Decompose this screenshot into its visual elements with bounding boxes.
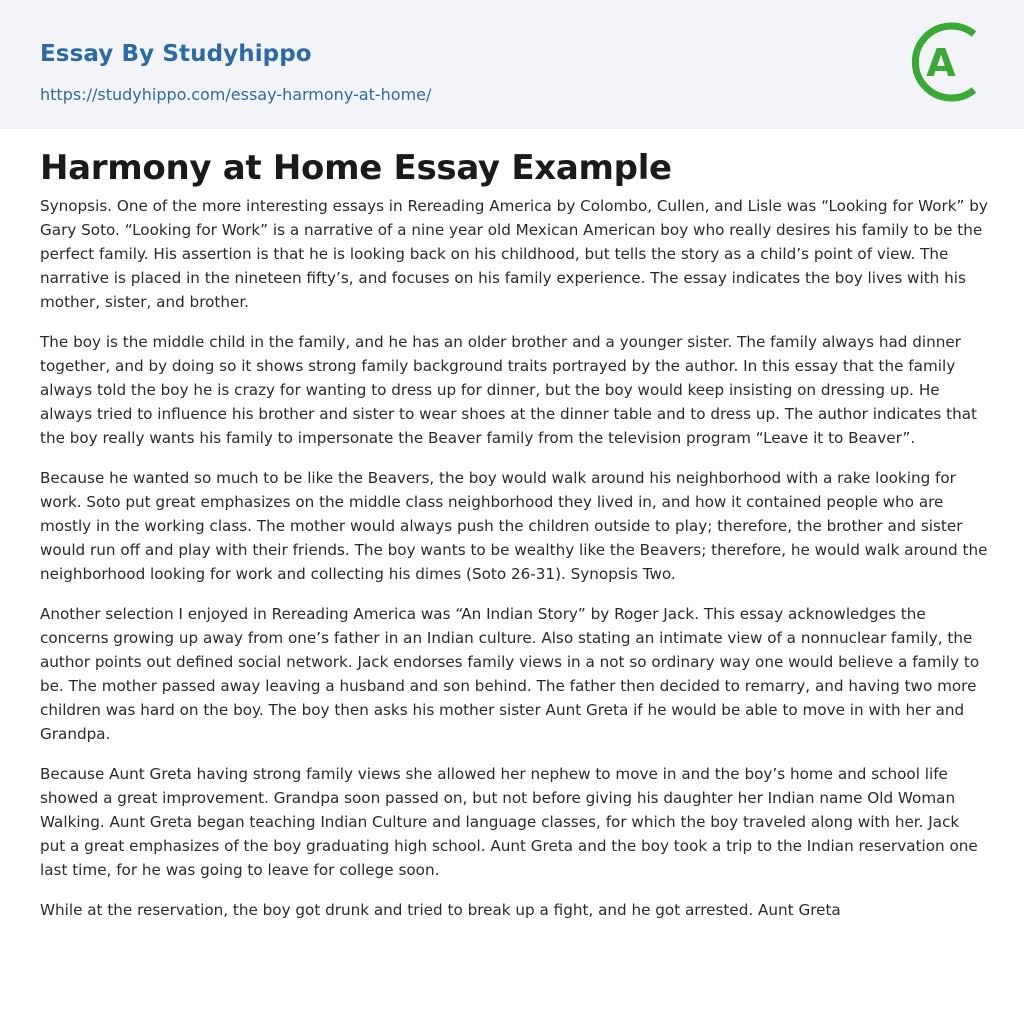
site-header	[0, 0, 1024, 129]
logo-letter: A	[926, 41, 956, 85]
essay-url-link[interactable]: https://studyhippo.com/essay-harmony-at-home/	[40, 85, 432, 104]
paragraph: The boy is the middle child in the family, and he has an older brother and a younger sister. The family always had dinner together, and by doing so it shows strong family background traits portrayed by the author. In this essay that the family always told the boy he is crazy for wanting to dress up for dinner, but the boy would keep insisting on dressing up. He always tried to influence his brother and sister to wear shoes at the dinner table and to dress up. The author indicates that the boy really wants his family to impersonate the Beaver family from the television program “Leave it to Beaver”.	[40, 333, 977, 447]
article	[40, 147, 988, 938]
studyhippo-logo-icon[interactable]	[908, 18, 988, 106]
paragraph: Because Aunt Greta having strong family views she allowed her nephew to move in and the boy’s home and school life showed a great improvement. Grandpa soon passed on, but not before giving his daughter her Indian name Old Woman Walking. Aunt Greta began teaching Indian Culture and language classes, for which the boy traveled along with her. Jack put a great emphasizes of the boy graduating high school. Aunt Greta and the boy took a trip to the Indian reservation one last time, for he was going to leave for college soon.	[40, 765, 978, 879]
paragraph: Because he wanted so much to be like the Beavers, the boy would walk around his neighborhood with a rake looking for work. Soto put great emphasizes on the middle class neighborhood they lived in, and how it contained people who are mostly in the working class. The mother would always push the children outside to play; therefore, the brother and sister would run off and play with their friends. The boy wants to be wealthy like the Beavers; therefore, he would walk around the neighborhood looking for work and collecting his dimes (Soto 26-31). Synopsis Two.	[40, 469, 988, 583]
paragraph: While at the reservation, the boy got drunk and tried to break up a fight, and he got arrested. Aunt Greta	[40, 901, 841, 919]
page-title: Harmony at Home Essay Example	[40, 148, 672, 188]
site-title[interactable]: Essay By Studyhippo	[40, 41, 312, 67]
paragraph: Another selection I enjoyed in Rereading America was “An Indian Story” by Roger Jack. This essay acknowledges the concerns growing up away from one’s father in an Indian culture. Also stating an intimate view of a nonnuclear family, the author points out defined social network. Jack endorses family views in a not so ordinary way one would believe a family to be. The mother passed away leaving a husband and son behind. The father then decided to remarry, and having two more children was hard on the boy. The boy then asks his mother sister Aunt Greta if he would be able to move in with her and Grandpa.	[40, 605, 980, 743]
paragraph: Synopsis. One of the more interesting essays in Rereading America by Colombo, Cullen, and Lisle was “Looking for Work” by Gary Soto. “Looking for Work” is a narrative of a nine year old Mexican American boy who really desires his family to be the perfect family. His assertion is that he is looking back on his childhood, but tells the story as a child’s point of view. The narrative is placed in the nineteen fifty’s, and focuses on his family experience. The essay indicates the boy lives with his mother, sister, and brother.	[40, 197, 988, 311]
